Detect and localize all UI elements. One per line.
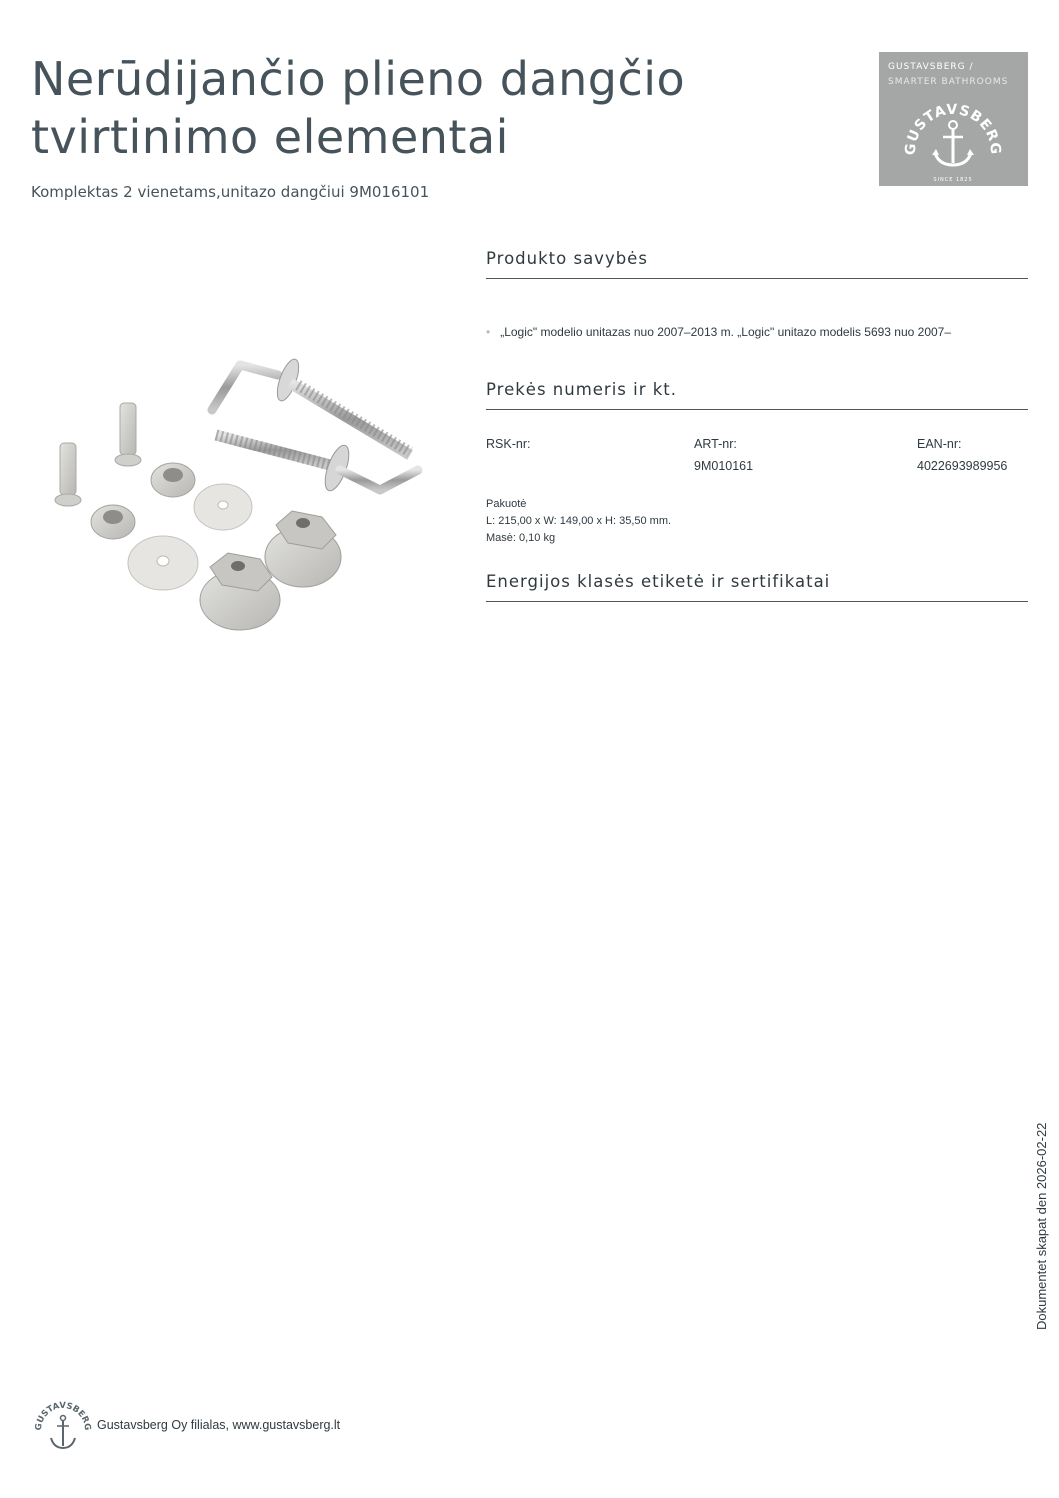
footer-logo-text: GUSTAVSBERG <box>33 1400 93 1431</box>
footer-anchor-logo-icon <box>33 1396 93 1456</box>
footer-company-text: Gustavsberg Oy filialas, www.gustavsberg.lt <box>97 1418 341 1432</box>
package-dimensions: L: 215,00 x W: 149,00 x H: 35,50 mm. <box>486 515 672 527</box>
product-image <box>40 335 440 645</box>
ean-label: EAN-nr: <box>917 437 962 451</box>
svg-text:GUSTAVSBERG: GUSTAVSBERG <box>902 101 1004 156</box>
brand-logo <box>879 52 1028 186</box>
title-line-2: tvirtinimo elementai <box>31 110 509 164</box>
package-info <box>486 496 671 547</box>
section-heading-numbers: Prekės numeris ir kt. <box>486 380 1028 410</box>
title-line-1: Nerūdijančio plieno dangčio <box>31 52 686 106</box>
rsk-label: RSK-nr: <box>486 437 531 451</box>
package-mass: Masė: 0,10 kg <box>486 532 556 544</box>
art-value: 9M010161 <box>694 459 754 473</box>
ean-column <box>917 433 1007 477</box>
section-heading-energy: Energijos klasės etiketė ir sertifikatai <box>486 572 1028 602</box>
logo-since: SINCE 1825 <box>933 177 973 183</box>
logo-tagline: SMARTER BATHROOMS <box>888 77 1009 87</box>
list-item <box>486 325 951 339</box>
art-label: ART-nr: <box>694 437 737 451</box>
document-date-note: Dokumentet skapat den 2026-02-22 <box>1034 1122 1049 1330</box>
art-column <box>694 433 753 477</box>
page-subtitle: Komplektas 2 vienetams,unitazo dangčiui 9M016101 <box>31 183 430 201</box>
package-label: Pakuotė <box>486 498 527 510</box>
anchor-emblem-icon <box>893 97 1013 187</box>
section-heading-properties: Produkto savybės <box>486 249 1028 279</box>
ean-value: 4022693989956 <box>917 459 1008 473</box>
page-title <box>31 50 831 166</box>
rsk-column <box>486 433 530 455</box>
property-text: „Logic" modelio unitazas nuo 2007–2013 m. „Logic" unitazo modelis 5693 nuo 2007– <box>500 325 952 339</box>
logo-brand-text: GUSTAVSBERG / <box>888 62 974 72</box>
bullet-icon: • <box>486 325 491 339</box>
